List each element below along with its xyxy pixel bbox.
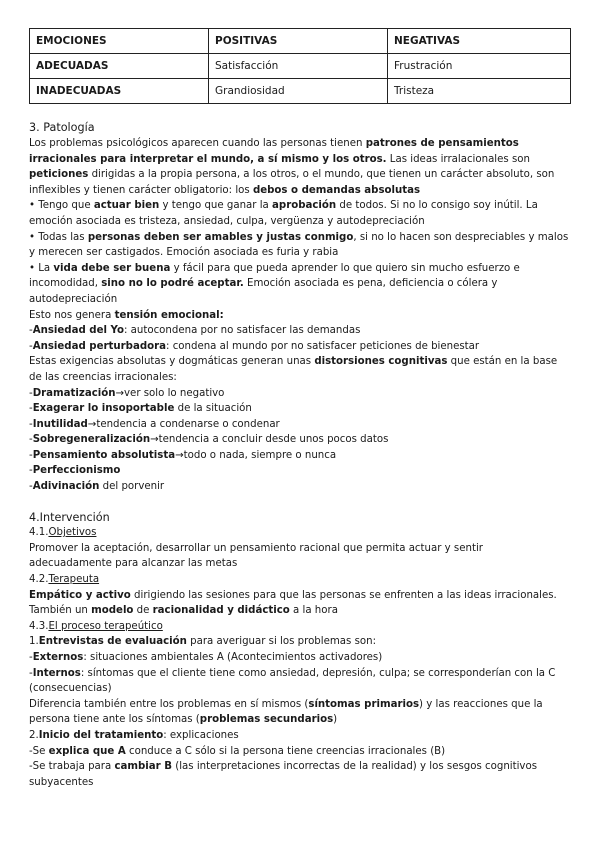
table-row: [30, 54, 571, 79]
list-item: -Se explica que A conduce a C sólo si la persona tiene creencias irracionales (B): [29, 745, 446, 757]
bullet-line: incomodidad, sino no lo podré aceptar. Emoción asociada es pena, deficiencia o cólera y: [29, 278, 498, 290]
section-title-intervencion: 4.Intervención: [29, 510, 110, 524]
paragraph-line: 1.Entrevistas de evaluación para averiguar si los problemas son:: [29, 636, 377, 648]
list-item: -Externos: situaciones ambientales A (Acontecimientos activadores): [29, 652, 383, 663]
table-header-row: [30, 29, 571, 54]
emotions-table: [29, 28, 571, 104]
paragraph-line: peticiones dirigidas a la propia persona, a los otros, o el mundo, que tienen un carácter absoluto, son: [29, 169, 555, 181]
subsection-heading: 4.2.Terapeuta: [29, 574, 100, 586]
paragraph-line: inflexibles y tienen carácter obligatorio: los debos o demandas absolutas: [29, 184, 421, 196]
list-item: -Dramatización→ver solo lo negativo: [29, 387, 225, 399]
list-item: -Sobregeneralización→tendencia a concluir desde unos pocos datos: [29, 434, 389, 446]
paragraph-line: Estas exigencias absolutas y dogmáticas generan unas distorsiones cognitivas que están en la base: [29, 356, 558, 368]
paragraph-line: de las creencias irracionales:: [29, 371, 177, 383]
subsection-heading: 4.3.El proceso terapeútico: [29, 620, 163, 632]
bullet-line: • La vida debe ser buena y fácil para que pueda aprender lo que quiero sin mucho esfuerzo e: [29, 262, 520, 274]
intervencion-body: [29, 510, 571, 791]
list-item: -Ansiedad del Yo: autocondena por no satisfacer las demandas: [29, 325, 361, 337]
bullet-line: • Todas las personas deben ser amables y justas conmigo, si no lo hacen son despreciables y malos: [29, 231, 569, 243]
table-cell: ADECUADAS: [30, 54, 209, 79]
paragraph-line: Esto nos genera tensión emocional:: [29, 309, 224, 321]
table-cell: Frustración: [388, 54, 571, 79]
table-header-cell: EMOCIONES: [30, 29, 209, 54]
document-page: [29, 28, 571, 790]
paragraph-line: adecuadamente para alcanzar las metas: [29, 558, 238, 570]
paragraph-line: También un modelo de racionalidad y didáctico a la hora: [29, 605, 338, 617]
table-cell: Grandiosidad: [209, 79, 388, 104]
section-title-patologia: 3. Patología: [29, 121, 95, 134]
bullet-line: autodepreciación: [29, 293, 118, 305]
paragraph-line: Empático y activo dirigiendo las sesiones para que las personas se enfrenten a las ideas irracionales.: [29, 589, 557, 601]
bullet-line: • Tengo que actuar bien y tengo que ganar la aprobación de todos. Si no lo consigo soy inútil. La: [29, 200, 538, 212]
list-item: -Internos: síntomas que el cliente tiene como ansiedad, depresión, culpa; se corresponderían con la C: [29, 667, 556, 679]
paragraph-line: persona tiene ante los síntomas (problemas secundarios): [29, 714, 338, 726]
paragraph-line: (consecuencias): [29, 683, 112, 695]
table-cell: Tristeza: [388, 79, 571, 104]
paragraph-line: subyacentes: [29, 776, 94, 788]
subsection-heading: 4.1.Objetivos: [29, 527, 97, 539]
list-item: -Pensamiento absolutista→todo o nada, siempre o nunca: [29, 449, 337, 461]
table-header-cell: POSITIVAS: [209, 29, 388, 54]
table-header-cell: NEGATIVAS: [388, 29, 571, 54]
paragraph-line: irracionales para interpretar el mundo, a sí mismo y los otros. Las ideas irralacionales son: [29, 153, 530, 165]
paragraph-line: Los problemas psicológicos aparecen cuando las personas tienen patrones de pensamientos: [29, 138, 519, 149]
list-item: -Inutilidad→tendencia a condenarse o condenar: [29, 418, 280, 430]
paragraph-line: 2.Inicio del tratamiento: explicaciones: [29, 729, 239, 741]
list-item: -Se trabaja para cambiar B (las interpretaciones incorrectas de la realidad) y los sesgos cognitivos: [29, 761, 537, 773]
list-item: -Perfeccionismo: [29, 465, 121, 477]
table-cell: INADECUADAS: [30, 79, 209, 104]
table-row: [30, 79, 571, 104]
list-item: -Ansiedad perturbadora: condena al mundo por no satisfacer peticiones de bienestar: [29, 340, 480, 352]
list-item: -Exagerar lo insoportable de la situación: [29, 403, 252, 415]
list-item: -Adivinación del porvenir: [29, 481, 165, 493]
bullet-line: emoción asociada es tristeza, ansiedad, culpa, vergüenza y autodepreciación: [29, 215, 425, 227]
bullet-line: y merecen ser castigados. Emoción asociada es furia y rabia: [29, 247, 339, 259]
section-spacer: [29, 495, 571, 510]
paragraph-line: Diferencia también entre los problemas en sí mismos (síntomas primarios) y las reacciones que la: [29, 698, 543, 710]
patologia-body: [29, 136, 571, 495]
table-cell: Satisfacción: [209, 54, 388, 79]
paragraph-line: Promover la aceptación, desarrollar un pensamiento racional que permita actuar y sentir: [29, 542, 483, 554]
